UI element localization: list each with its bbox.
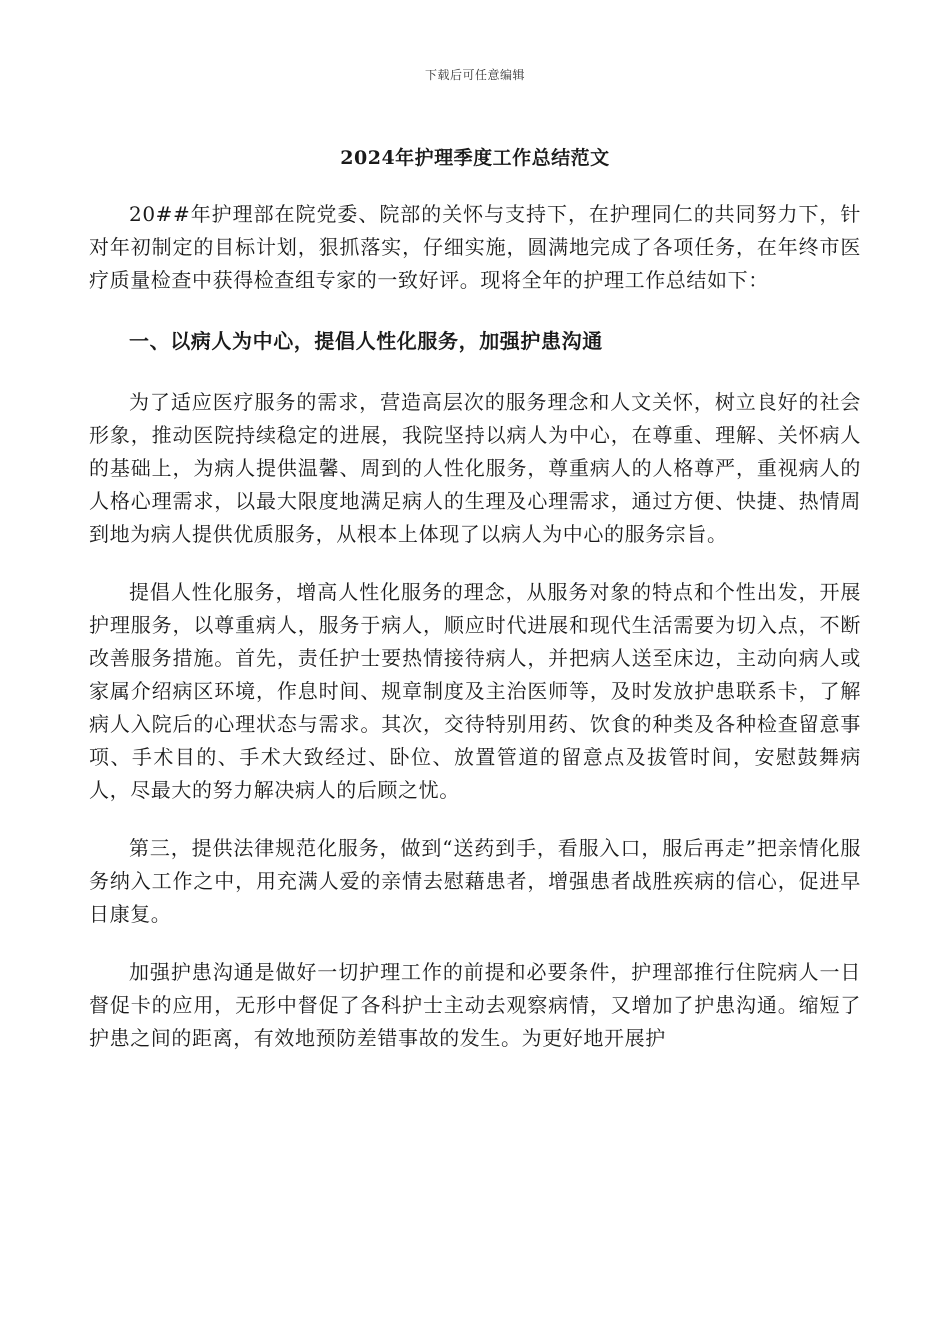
section-heading-1: 一、以病人为中心，提倡人性化服务，加强护患沟通 — [129, 329, 603, 353]
section1-paragraph-2: 提倡人性化服务，增高人性化服务的理念，从服务对象的特点和个性出发，开展护理服务，以尊重病人，服务于病人，顺应时代进展和现代生活需要为切入点，不断改善服务措施。首先，责任护士要热情接待病人，并把病人送至床边，主动向病人或家属介绍病区环境，作息时间、规章制度及主治医师等，及时发放护患联系卡，了解病人入院后的心理状态与需求。其次，交待特别用药、饮食的种类及各种检查留意事项、手术目的、手术大致经过、卧位、放置管道的留意点及拔管时间，安慰鼓舞病人，尽最大的努力解决病人的后顾之忧。 — [89, 580, 861, 802]
header-note: 下载后可任意编辑 — [424, 68, 525, 82]
document-title: 2024年护理季度工作总结范文 — [340, 147, 610, 169]
section1-paragraph-1: 为了适应医疗服务的需求，营造高层次的服务理念和人文关怀，树立良好的社会形象，推动医院持续稳定的进展，我院坚持以病人为中心，在尊重、理解、关怀病人的基础上，为病人提供温馨、周到的人性化服务，尊重病人的人格尊严，重视病人的人格心理需求，以最大限度地满足病人的生理及心理需求，通过方便、快捷、热情周到地为病人提供优质服务，从根本上体现了以病人为中心的服务宗旨。 — [89, 390, 861, 546]
document-body — [89, 198, 861, 1055]
intro-paragraph: 20##年护理部在院党委、院部的关怀与支持下，在护理同仁的共同努力下，针对年初制定的目标计划，狠抓落实，仔细实施，圆满地完成了各项任务，在年终市医疗质量检查中获得检查组专家的一致好评。现将全年的护理工作总结如下： — [89, 202, 861, 292]
section1-paragraph-4: 加强护患沟通是做好一切护理工作的前提和必要条件，护理部推行住院病人一日督促卡的应用，无形中督促了各科护士主动去观察病情，又增加了护患沟通。缩短了护患之间的距离，有效地预防差错事故的发生。为更好地开展护 — [89, 960, 861, 1050]
section1-paragraph-3: 第三，提供法律规范化服务，做到“送药到手，看服入口，服后再走”把亲情化服务纳入工作之中，用充满人爱的亲情去慰藉患者，增强患者战胜疾病的信心，促进早日康复。 — [89, 836, 861, 926]
